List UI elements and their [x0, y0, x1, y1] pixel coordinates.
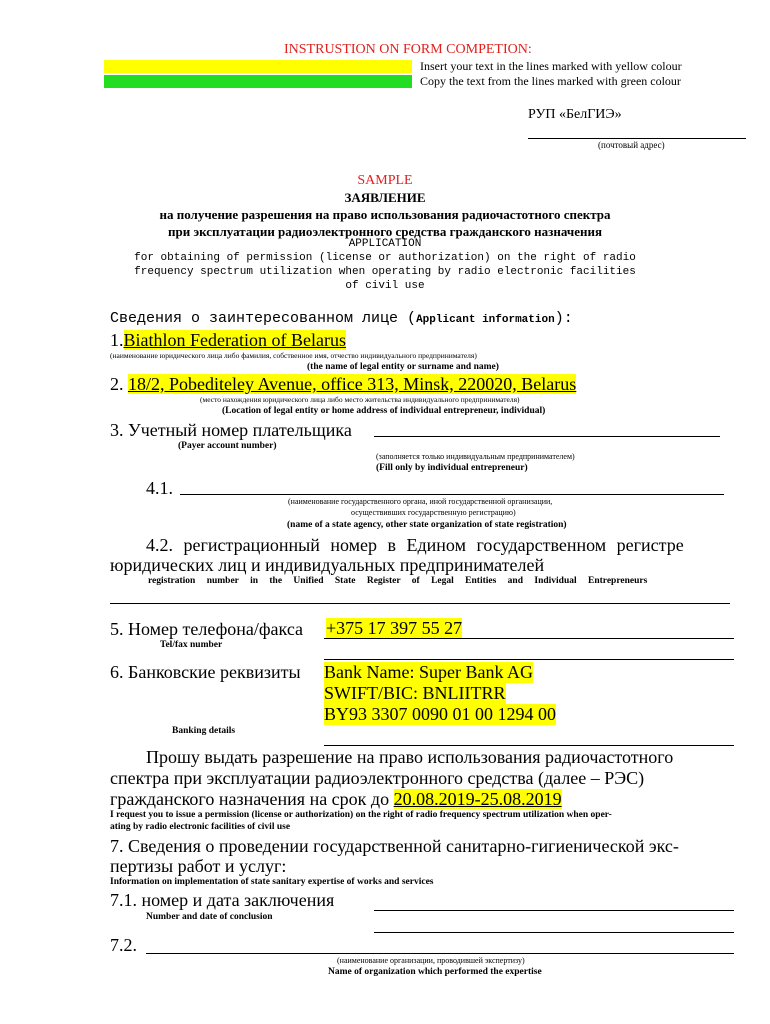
subtitle-ru-2: при эксплуатации радиоэлектронного средства гражданского назначения	[168, 224, 602, 239]
section7-line2: пертизы работ и услуг:	[110, 856, 287, 876]
registration-number-field[interactable]	[110, 603, 730, 604]
iban-field[interactable]: BY93 3307 0090 01 00 1294 00	[324, 704, 557, 724]
applicant-heading	[110, 310, 573, 327]
section7-line1: 7. Сведения о проведении государственной санитарно-гигиенической экс-	[110, 836, 679, 856]
title-ru: ЗАЯВЛЕНИЕ	[344, 190, 426, 205]
item42-en: registration number in the Unified State Register of Legal Entities and Individual Entrepreneurs	[148, 576, 648, 586]
postal-hint: (почтовый адрес)	[598, 140, 665, 150]
green-instruction: Copy the text from the lines marked with green colour	[420, 74, 681, 88]
phone-line-2	[324, 659, 734, 660]
registration-agency-field[interactable]	[180, 494, 724, 495]
subtitle-en-1: for obtaining of permission (license or authorization) on the right of radio	[134, 252, 636, 264]
item72-hint-ru: (наименование организации, проводившей экспертизу)	[337, 956, 525, 965]
sample-label: SAMPLE	[357, 173, 413, 188]
item3-hint-en: (Fill only by individual entrepreneur)	[376, 463, 528, 473]
item41-hint-ru-1: (наименование государственного органа, иной государственной организации,	[288, 497, 553, 506]
request-line3	[110, 789, 562, 810]
item41-number: 4.1.	[146, 478, 173, 498]
item42-line2: юридических лиц и индивидуальных предпринимателей	[110, 555, 545, 575]
item1-hint-en: (the name of legal entity or surname and name)	[307, 362, 499, 372]
item1-number: 1.	[110, 330, 124, 350]
request-line2: спектра при эксплуатации радиоэлектронного средства (далее – РЭС)	[110, 768, 645, 788]
item1-row	[110, 330, 346, 351]
item71-label: 7.1. номер и дата заключения	[110, 890, 335, 910]
applicant-heading-close: ):	[554, 310, 573, 327]
item6-en: Banking details	[172, 726, 236, 736]
subtitle-en-2: frequency spectrum utilization when operating by radio electronic facilities	[134, 266, 636, 278]
item2-row	[110, 374, 576, 395]
postal-line[interactable]	[528, 138, 746, 139]
item5-label: 5. Номер телефона/факса	[110, 619, 304, 639]
item42-line1: 4.2. регистрационный номер в Едином государственном регистре	[146, 535, 684, 555]
request-en-2: ating by radio electronic facilities of civil use	[110, 822, 291, 832]
request-line3-prefix: гражданского назначения на срок до	[110, 789, 390, 809]
instruction-title: INSTRUSTION ON FORM COMPETION:	[284, 42, 532, 57]
item3-label: 3. Учетный номер плательщика	[110, 420, 352, 440]
applicant-heading-en: Applicant information	[416, 314, 555, 326]
green-bar	[104, 75, 412, 88]
subtitle-ru-1: на получение разрешения на право использования радиочастотного спектра	[159, 207, 611, 222]
item71-en: Number and date of conclusion	[146, 912, 273, 922]
request-en-1: I request you to issue a permission (license or authorization) on the right of radio frequency spectrum utilization when oper-	[110, 810, 612, 820]
item6-label: 6. Банковские реквизиты	[110, 662, 301, 682]
yellow-bar	[104, 60, 412, 73]
item2-hint-en: (Location of legal entity or home address of individual entrepreneur, individual)	[222, 406, 546, 416]
swift-field[interactable]: SWIFT/BIC: BNLIITRR	[324, 683, 506, 703]
item3-hint-ru: (заполняется только индивидуальным предпринимателем)	[376, 452, 575, 461]
conclusion-field[interactable]	[374, 910, 734, 911]
payer-account-field[interactable]	[374, 436, 720, 437]
address-field[interactable]: 18/2, Pobediteley Avenue, office 313, Minsk, 220020, Belarus	[128, 374, 577, 394]
item3-en: (Payer account number)	[178, 441, 277, 451]
item41-hint-ru-2: осуществивших государственную регистрацию)	[351, 508, 516, 517]
item1-hint-ru: (наименование юридического лица либо фамилия, собственное имя, отчество индивидуального предпринимателя)	[110, 351, 477, 360]
item72-hint-en: Name of organization which performed the expertise	[328, 967, 542, 977]
addressee-org: РУП «БелГИЭ»	[528, 107, 622, 122]
phone-line	[324, 638, 734, 639]
expertise-org-field[interactable]	[146, 953, 734, 954]
item2-number: 2.	[110, 374, 124, 394]
conclusion-field-2[interactable]	[374, 932, 734, 933]
item72-label: 7.2.	[110, 935, 137, 955]
item2-hint-ru: (место нахождения юридического лица либо место жительства индивидуального предпринимателя)	[200, 395, 520, 404]
section7-en: Information on implementation of state sanitary expertise of works and services	[110, 877, 434, 887]
bank-name-field[interactable]: Bank Name: Super Bank AG	[324, 662, 533, 682]
yellow-instruction: Insert your text in the lines marked with yellow colour	[420, 59, 682, 73]
validity-dates-field[interactable]: 20.08.2019-25.08.2019	[393, 789, 562, 809]
subtitle-en-3: of civil use	[345, 280, 425, 292]
applicant-heading-ru: Сведения о заинтересованном лице (	[110, 310, 417, 327]
title-en: APPLICATION	[348, 238, 422, 250]
bank-line	[324, 745, 734, 746]
phone-field[interactable]: +375 17 397 55 27	[326, 618, 463, 638]
organization-name-field[interactable]: Biathlon Federation of Belarus	[123, 330, 346, 350]
item5-en: Tel/fax number	[160, 640, 223, 650]
item41-hint-en: (name of a state agency, other state organization of state registration)	[287, 520, 567, 530]
request-line1: Прошу выдать разрешение на право использования радиочастотного	[146, 747, 674, 767]
